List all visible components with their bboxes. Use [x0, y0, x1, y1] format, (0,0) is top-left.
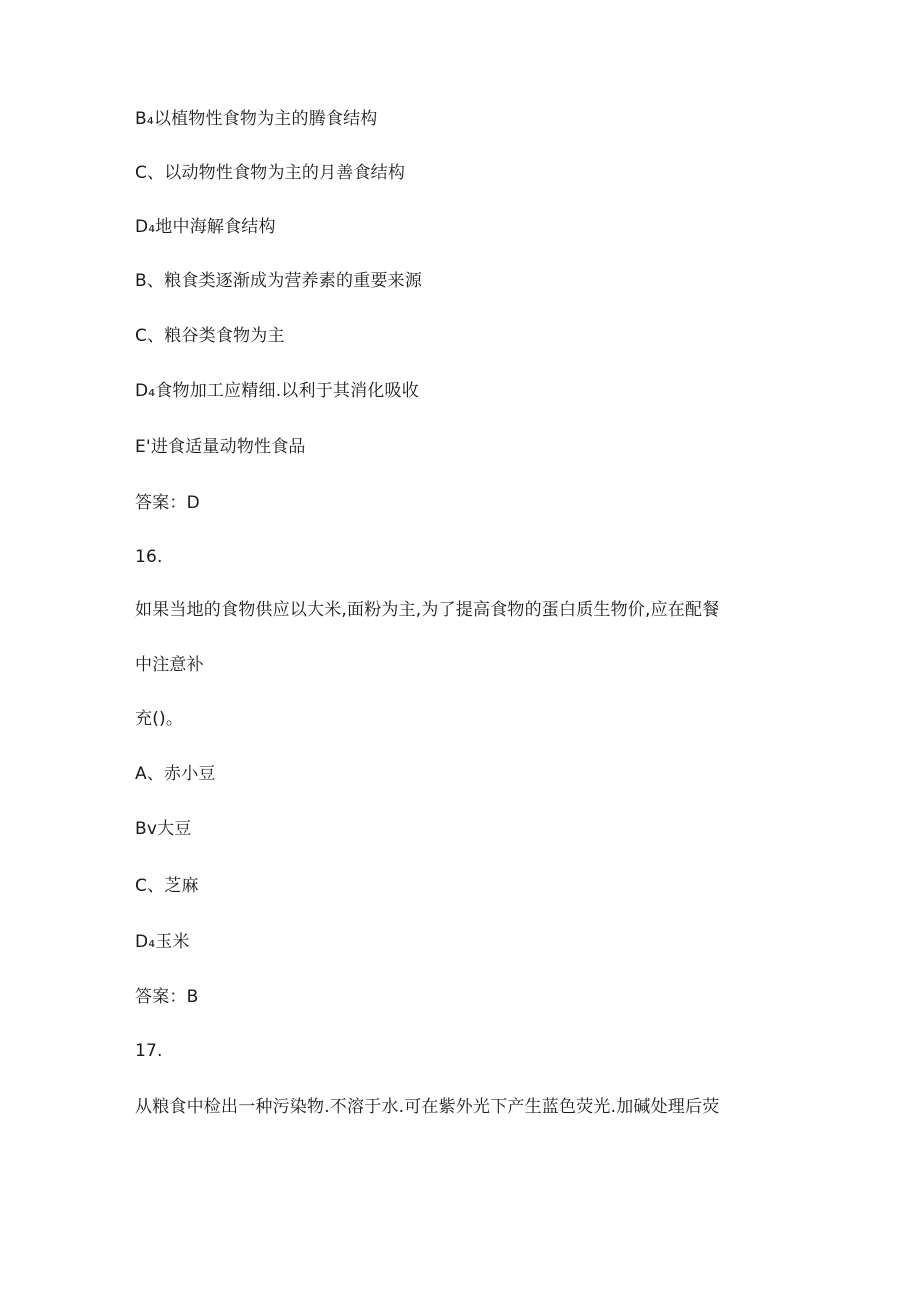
option-c-grain-main: C、粮谷类食物为主 — [135, 326, 285, 346]
option-c-animal-diet: C、以动物性食物为主的月善食结构 — [135, 163, 406, 183]
question-16-text-cont: 中注意补 — [135, 655, 204, 675]
option-b-soybean: Bv大豆 — [135, 819, 192, 839]
option-e-animal-food: E'进食适量动物性食品 — [135, 437, 306, 457]
option-d-mediterranean-diet: D₄地中海解食结构 — [135, 217, 276, 237]
question-16-text: 如果当地的食物供应以大米,面粉为主,为了提高食物的蛋白质生物价,应在配餐 — [135, 600, 720, 620]
option-b-grain-source: B、粮食类逐渐成为营养素的重要来源 — [135, 271, 423, 291]
option-d-corn: D₄玉米 — [135, 932, 190, 952]
answer-16: 答案：B — [135, 987, 199, 1007]
option-c-sesame: C、芝麻 — [135, 876, 199, 896]
question-17-text: 从粮食中检出一种污染物.不溶于水.可在紫外光下产生蓝色荧光.加碱处理后荧 — [135, 1097, 720, 1117]
option-a-red-bean: A、赤小豆 — [135, 764, 216, 784]
question-number-17: 17. — [135, 1041, 163, 1061]
answer-15: 答案：D — [135, 493, 200, 513]
option-b-plant-diet: B₄以植物性食物为主的腾食结构 — [135, 109, 378, 129]
question-number-16: 16. — [135, 547, 163, 567]
option-d-fine-processing: D₄食物加工应精细.以利于其消化吸收 — [135, 381, 419, 401]
question-16-text-end: 充()。 — [135, 709, 184, 729]
